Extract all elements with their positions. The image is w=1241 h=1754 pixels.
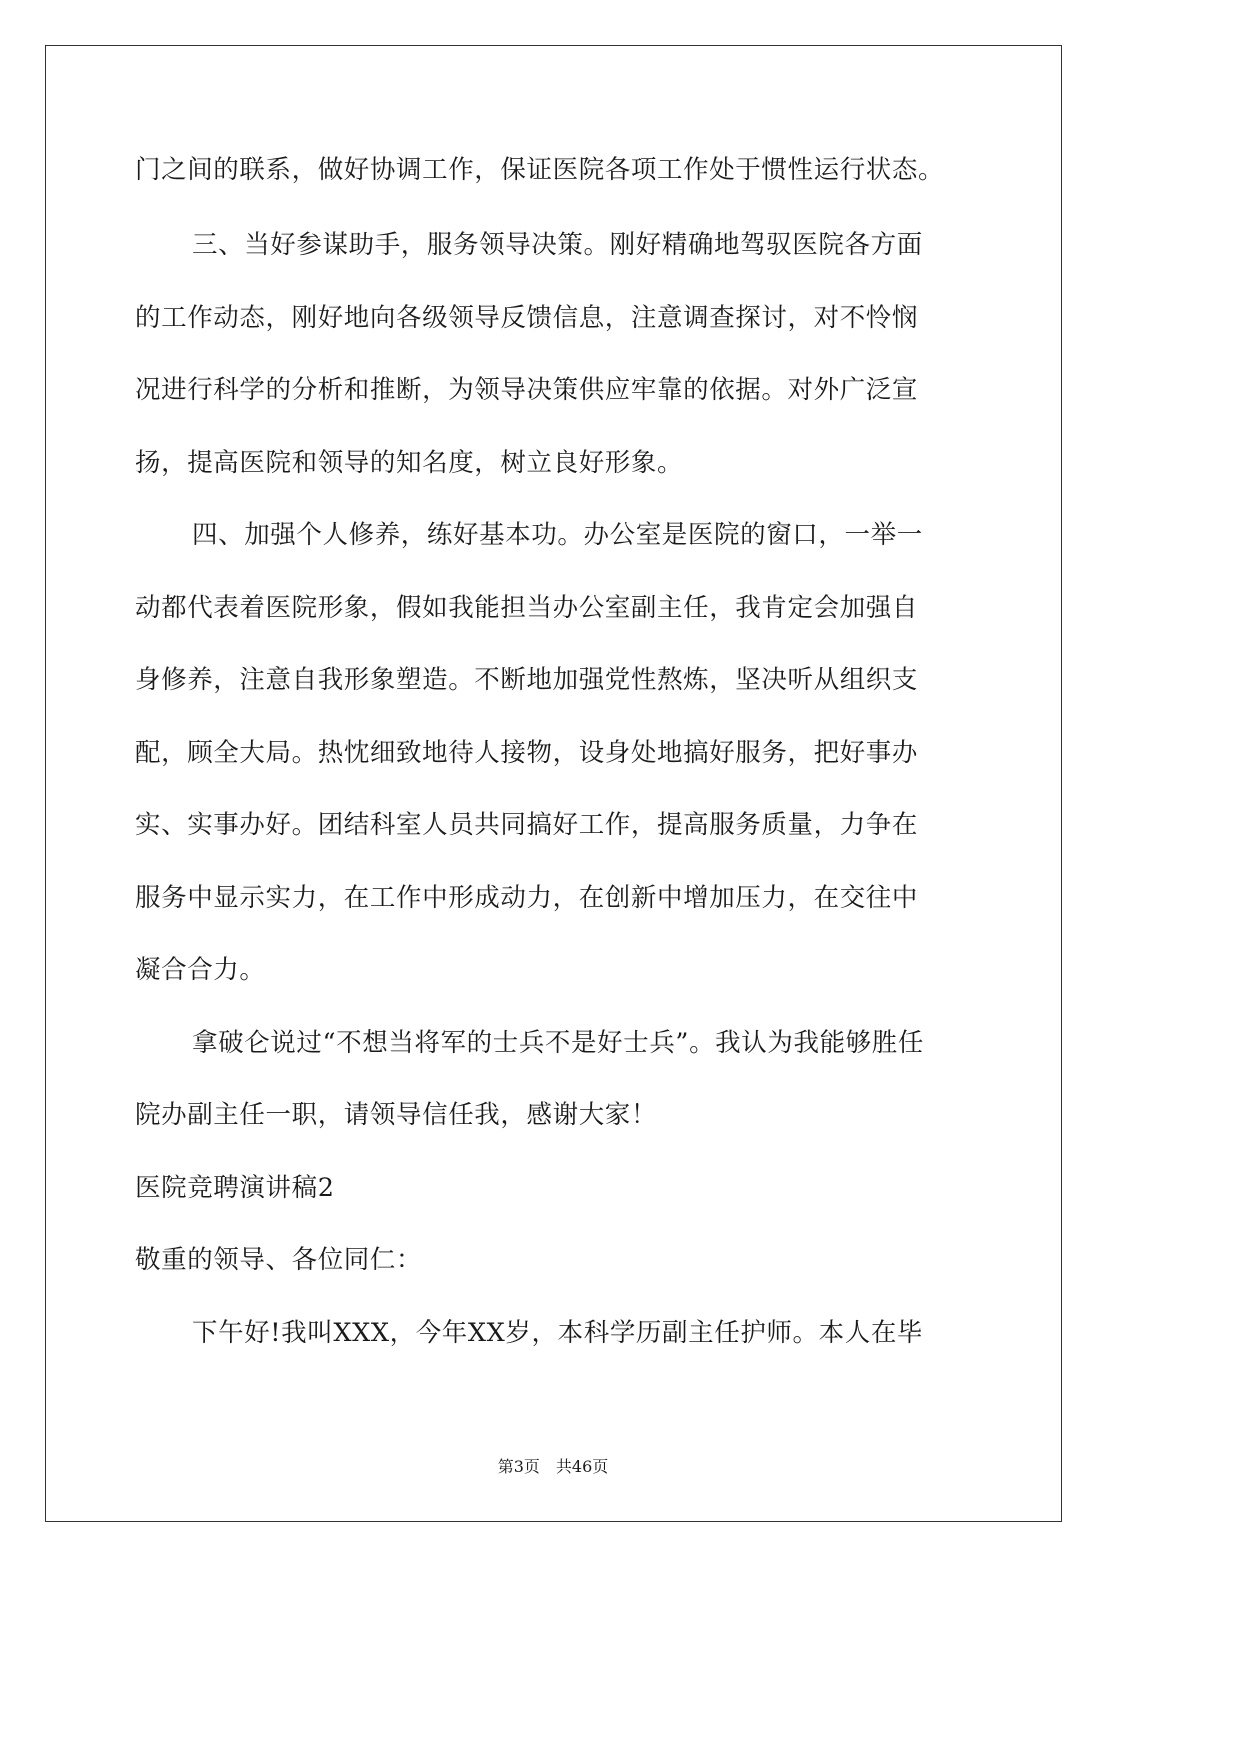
body-line: 扬，提高医院和领导的知名度，树立良好形象。 — [135, 448, 684, 478]
body-line: 况进行科学的分析和推断，为领导决策供应牢靠的依据。对外广泛宣 — [135, 375, 919, 405]
salutation-line: 敬重的领导、各位同仁： — [135, 1245, 423, 1275]
body-line: 四、加强个人修养，练好基本功。办公室是医院的窗口，一举一 — [192, 520, 923, 550]
page-footer — [0, 1457, 1106, 1477]
body-line: 院办副主任一职，请领导信任我，感谢大家！ — [135, 1100, 658, 1130]
body-line: 服务中显示实力，在工作中形成动力，在创新中增加压力，在交往中 — [135, 883, 919, 913]
body-line: 凝合合力。 — [135, 955, 266, 985]
page-border — [45, 45, 1062, 1522]
body-line: 实、实事办好。团结科室人员共同搞好工作，提高服务质量，力争在 — [135, 810, 919, 840]
body-line: 下午好!我叫XXX，今年XX岁，本科学历副主任护师。本人在毕 — [192, 1318, 924, 1348]
body-line: 配，顾全大局。热忱细致地待人接物，设身处地搞好服务，把好事办 — [135, 738, 919, 768]
body-line: 三、当好参谋助手，服务领导决策。刚好精确地驾驭医院各方面 — [192, 230, 923, 260]
body-line: 身修养，注意自我形象塑造。不断地加强党性熬炼，坚决听从组织支 — [135, 665, 919, 695]
section-heading: 医院竞聘演讲稿2 — [135, 1173, 335, 1203]
body-line: 门之间的联系，做好协调工作，保证医院各项工作处于惯性运行状态。 — [135, 155, 945, 185]
body-line: 拿破仑说过“不想当将军的士兵不是好士兵”。我认为我能够胜任 — [192, 1028, 924, 1058]
body-line: 的工作动态，刚好地向各级领导反馈信息，注意调查探讨，对不怜悯 — [135, 303, 919, 333]
body-line: 动都代表着医院形象，假如我能担当办公室副主任，我肯定会加强自 — [135, 593, 919, 623]
total-pages: 共46页 — [555, 1457, 609, 1476]
page-number: 第3页 — [497, 1457, 540, 1476]
